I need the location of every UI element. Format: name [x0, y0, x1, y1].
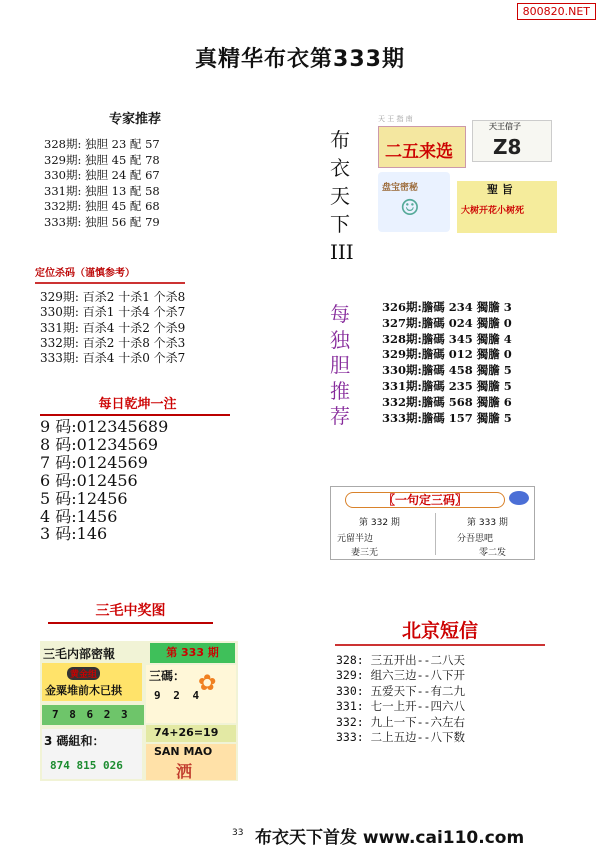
buyi-image [322, 96, 566, 262]
yiju-right-issue: 第 333 期 [467, 518, 508, 528]
daily-row: 6 码:012456 [40, 470, 138, 490]
globe-icon [509, 491, 529, 505]
sanmao-heading: 三毛中奖图 [95, 603, 166, 619]
buyi-edict [457, 181, 557, 233]
sanmao-sum-value: 74+26=19 [154, 726, 219, 739]
yiju-right-lines [457, 531, 493, 544]
daily-row: 5 码:12456 [40, 488, 128, 508]
buyi-shield [378, 172, 450, 232]
yiju-left-l1: 元留半边 [337, 534, 374, 544]
kill-row: 333期: 百杀4 十杀0 个杀7 [40, 351, 186, 366]
daily-row: 7 码:0124569 [40, 452, 148, 472]
sanmao-wine-char: 洒 [176, 762, 193, 781]
expert-row: 328期: 独胆 23 配 57 [44, 137, 160, 151]
yiju-box [330, 486, 535, 560]
sanmao-combo-value: 874 815 026 [50, 759, 123, 772]
cartoon-icon: ☺ [400, 196, 420, 221]
yiju-left-issue: 第 332 期 [359, 518, 400, 528]
yiju-right-l1: 分吾思吧 [457, 534, 494, 544]
yiju-right-l2: 零二发 [479, 548, 507, 558]
sanmao-image [40, 641, 238, 781]
footer-banner[interactable]: 布衣天下首发 www.cai110.com [255, 828, 525, 848]
buyi-vertical-title: 布衣天下III [330, 128, 354, 264]
beijing-row: 330: 五爱天下--有二九 [336, 683, 465, 698]
buyi-box-text: 二五来选 [385, 142, 453, 162]
buyi-top-label: 天 王 指 南 [378, 115, 413, 123]
footer-mark: 33 [232, 828, 244, 838]
sanmao-wine [146, 744, 236, 780]
kill-divider [35, 282, 185, 284]
lock-vertical-title: 每独胆推荐 [330, 302, 350, 428]
sanmao-three-value: 9 2 4 [154, 689, 203, 702]
daily-section [40, 393, 235, 543]
beijing-divider [335, 644, 545, 646]
sanmao-sum [146, 725, 236, 742]
lock-row: 330期:膽碼 458 獨膽 5 [382, 363, 512, 378]
sanmao-gold-label: 金粟堆前木已拱 [45, 684, 122, 697]
kill-row: 330期: 百杀1 十杀4 个杀7 [40, 305, 186, 320]
sanmao-gold-badge: 黄金组 [67, 667, 100, 680]
yiju-left-lines2 [351, 545, 378, 558]
buyi-gem-text: Z8 [493, 135, 522, 159]
daily-row: 3 码:146 [40, 524, 108, 544]
site-watermark: 800820.NET [517, 3, 596, 20]
kill-section [35, 264, 255, 366]
expert-row: 330期: 独胆 24 配 67 [44, 168, 160, 183]
lock-section [382, 300, 512, 426]
sanmao-strip [42, 705, 144, 725]
expert-row: 333期: 独胆 56 配 79 [44, 214, 160, 229]
flower-icon: ✿ [198, 671, 217, 696]
beijing-row: 331: 七一上开--四六八 [336, 699, 465, 714]
expert-row: 332期: 独胆 45 配 68 [44, 199, 160, 214]
yiju-right [467, 515, 508, 528]
yiju-left [359, 515, 400, 528]
lock-row: 327期:膽碼 024 獨膽 0 [382, 315, 512, 330]
sanmao-strip-value: 7 8 6 2 3 [52, 708, 130, 721]
daily-heading: 每日乾坤一注 [98, 397, 177, 412]
beijing-section [335, 616, 545, 745]
daily-row: 4 码:1456 [40, 506, 118, 526]
lock-row: 333期:膽碼 157 獨膽 5 [382, 410, 512, 425]
sanmao-section-head [48, 600, 213, 624]
sanmao-title: 三毛内部密報 [43, 647, 116, 661]
buyi-shield-label: 盘宝密秘 [382, 183, 419, 193]
sanmao-combo [42, 729, 142, 779]
beijing-row: 333: 二上五边--八下数 [336, 730, 465, 745]
buyi-edict-label: 聖 旨 [487, 183, 513, 196]
beijing-row: 329: 组六三边--八下开 [336, 668, 465, 683]
expert-section [40, 108, 240, 231]
lock-row: 329期:膽碼 012 獨膽 0 [382, 347, 512, 362]
lock-row: 331期:膽碼 235 獨膽 5 [382, 378, 512, 393]
daily-row: 8 码:01234569 [40, 434, 159, 454]
page-title: 真精华布衣第333期 [195, 47, 405, 72]
kill-row: 331期: 百杀4 十杀2 个杀9 [40, 320, 186, 335]
sanmao-gold-panel [42, 663, 142, 701]
kill-row: 332期: 百杀2 十杀8 个杀3 [40, 335, 186, 350]
buyi-edict-text: 大树开花小树死 [461, 206, 525, 216]
yiju-left-l2: 妻三无 [351, 548, 379, 558]
beijing-heading: 北京短信 [401, 620, 478, 642]
buyi-gem [472, 120, 552, 162]
expert-heading: 专家推荐 [108, 112, 161, 127]
yiju-separator [435, 513, 436, 555]
lock-row: 326期:膽碼 234 獨膽 3 [382, 300, 512, 314]
yiju-right-lines2 [479, 545, 506, 558]
yiju-left-lines [337, 531, 373, 544]
lock-row: 328期:膽碼 345 獨膽 4 [382, 331, 512, 346]
buyi-gem-label: 天王信子 [489, 122, 521, 131]
daily-row: 9 码:012345689 [40, 417, 169, 436]
beijing-row: 332: 九上一下--六左右 [336, 714, 465, 729]
daily-divider [40, 414, 230, 416]
sanmao-wine-label: SAN MAO [154, 745, 213, 758]
yiju-heading: 〖一句定三码〗 [345, 492, 505, 508]
beijing-row: 328: 三五开出--二八天 [336, 653, 465, 667]
expert-row: 329期: 独胆 45 配 78 [44, 152, 160, 167]
lock-row: 332期:膽碼 568 獨膽 6 [382, 394, 512, 409]
kill-heading: 定位杀码（谨慎参考） [35, 268, 135, 279]
sanmao-divider [48, 622, 213, 624]
sanmao-three-panel [146, 665, 236, 723]
sanmao-combo-label: 3 碼組和： [44, 734, 105, 748]
buyi-box [378, 126, 466, 168]
expert-row: 331期: 独胆 13 配 58 [44, 183, 160, 198]
sanmao-three-label: 三碼： [149, 669, 186, 683]
kill-row: 329期: 百杀2 十杀1 个杀8 [40, 290, 186, 304]
sanmao-issue: 第 333 期 [150, 643, 235, 663]
